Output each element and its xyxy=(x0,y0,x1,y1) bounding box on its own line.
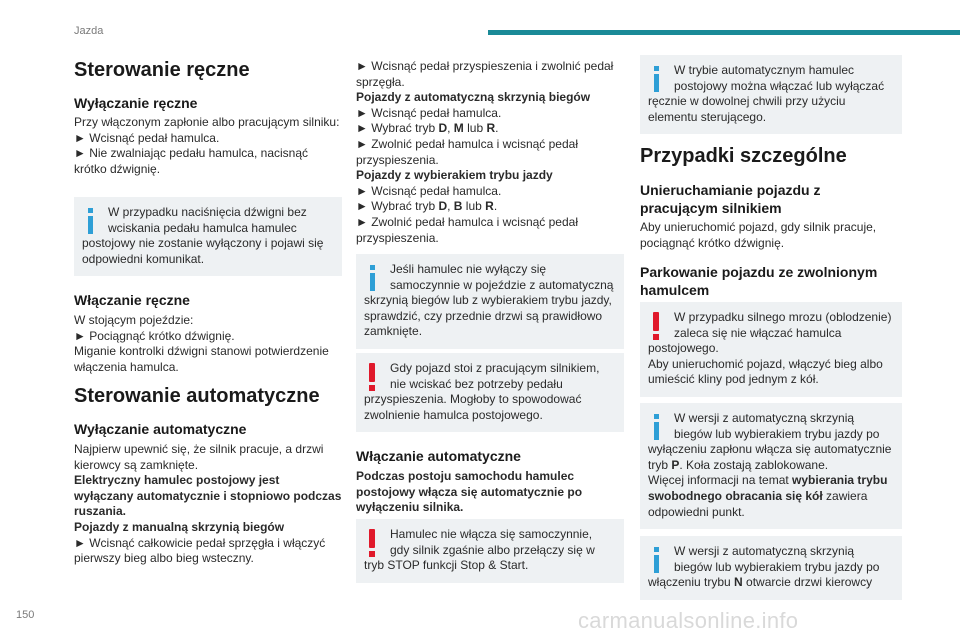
heading-automatic-control: Sterowanie automatyczne xyxy=(74,385,320,407)
automatic-release-continued xyxy=(356,59,624,246)
paragraph-bold: Pojazdy z manualną skrzynią biegów xyxy=(74,519,285,534)
info-icon xyxy=(648,63,666,93)
paragraph: Miganie kontrolki dźwigni stanowi potwierdzenie włączenia hamulca. xyxy=(74,344,329,374)
heading-manual-control: Sterowanie ręczne xyxy=(74,59,250,81)
page-number: 150 xyxy=(16,609,35,621)
step: ► Wcisnąć pedał hamulca. xyxy=(356,183,502,198)
warning-note xyxy=(640,302,902,397)
info-note xyxy=(74,197,342,276)
note-text: W trybie automatycznym hamulec postojowy można włączać lub wyłączać ręcznie w dowolnej chwili przy użyciu elementu sterującego. xyxy=(648,63,885,124)
info-icon xyxy=(364,262,382,292)
step: ► Zwolnić pedał hamulca i wcisnąć pedał przyspieszenia. xyxy=(356,214,578,245)
info-note xyxy=(640,55,902,134)
note-text: Aby unieruchomić pojazd, włączyć bieg albo umieścić kliny pod jednym z kół. xyxy=(648,356,883,387)
heading-immobilising: Unieruchamianie pojazdu z pracującym silnikiem xyxy=(640,182,821,216)
info-note xyxy=(356,254,624,349)
warning-icon xyxy=(648,310,666,340)
heading-parking-released: Parkowanie pojazdu ze zwolnionym hamulcem xyxy=(640,264,878,298)
paragraph: W stojącym pojeździe: xyxy=(74,313,194,327)
immobilising-text xyxy=(640,220,902,251)
watermark: carmanualsonline.info xyxy=(578,608,799,633)
step: ► Pociągnąć krótko dźwignię. xyxy=(74,328,235,343)
heading-automatic-release: Wyłączanie automatyczne xyxy=(74,421,247,437)
info-icon xyxy=(648,544,666,574)
paragraph: Aby unieruchomić pojazd, gdy silnik pracuje, pociągnąć krótko dźwignię. xyxy=(640,220,877,250)
step: ► Wcisnąć pedał hamulca. xyxy=(356,105,502,120)
heading-automatic-apply: Włączanie automatyczne xyxy=(356,448,521,464)
header-accent-bar xyxy=(488,30,960,35)
warning-icon xyxy=(364,527,382,557)
paragraph-bold: Elektryczny hamulec postojowy jest wyłączany automatycznie i stopniowo podczas ruszania. xyxy=(74,473,342,519)
step: ► Wcisnąć całkowicie pedał sprzęgła i włączyć pierwszy bieg albo bieg wsteczny. xyxy=(74,535,326,566)
step: ► Zwolnić pedał hamulca i wcisnąć pedał przyspieszenia. xyxy=(356,136,578,167)
automatic-release-text xyxy=(74,442,342,567)
paragraph-bold: Podczas postoju samochodu hamulec postojowy włącza się automatycznie po wyłączeniu silnika. xyxy=(356,469,583,515)
info-note: W wersji z automatyczną skrzynią biegów lub wybierakiem trybu jazdy po włączeniu trybu N otwarcie drzwi kierowcy xyxy=(640,536,902,600)
note-text: Jeśli hamulec nie wyłączy się samoczynnie w pojeździe z automatyczną skrzynią biegów lub z wybierakiem trybu jazdy, sprawdzić, czy przednie drzwi są prawidłowo zamknięte. xyxy=(364,262,614,339)
step: ► Wcisnąć pedał hamulca. xyxy=(74,130,220,145)
note-text: W przypadku silnego mrozu (oblodzenie) zaleca się nie włączać hamulca postojowego. xyxy=(648,310,892,356)
subheading-drive-selector: Pojazdy z wybierakiem trybu jazdy xyxy=(356,168,553,183)
note-text: Hamulec nie włącza się samoczynnie, gdy silnik zgaśnie albo przełączy się w tryb STOP funkcji Stop & Start. xyxy=(364,527,595,573)
info-icon xyxy=(648,411,666,441)
heading-manual-release: Wyłączanie ręczne xyxy=(74,95,198,111)
warning-note xyxy=(356,353,624,432)
subheading-automatic-gearbox: Pojazdy z automatyczną skrzynią biegów xyxy=(356,90,591,105)
automatic-apply-text xyxy=(356,469,624,516)
heading-manual-apply: Włączanie ręczne xyxy=(74,292,190,308)
paragraph: Najpierw upewnić się, że silnik pracuje, a drzwi kierowcy są zamknięte. xyxy=(74,442,324,472)
info-icon xyxy=(82,205,100,235)
paragraph: Przy włączonym zapłonie albo pracującym silniku: xyxy=(74,115,340,129)
note-text: W przypadku naciśnięcia dźwigni bez wciskania pedału hamulca hamulec postojowy nie zostanie wyłączony i pojawi się odpowiedni komunikat. xyxy=(82,205,324,266)
running-header: Jazda xyxy=(74,25,104,37)
step: ► Wybrać tryb D, M lub R. xyxy=(356,121,499,136)
manual-release-text xyxy=(74,115,342,177)
note-text: Gdy pojazd stoi z pracującym silnikiem, nie wciskać bez potrzeby pedału przyspieszenia. Mogłoby to spowodować zwolnienie hamulca postojowego. xyxy=(364,361,600,422)
step: ► Wcisnąć pedał przyspieszenia i zwolnić pedał sprzęgła. xyxy=(356,59,614,89)
warning-note xyxy=(356,519,624,583)
heading-special-cases: Przypadki szczególne xyxy=(640,145,847,167)
info-note: W wersji z automatyczną skrzynią biegów lub wybierakiem trybu jazdy po wyłączeniu zapłonu włącza się automatycznie tryb P. Koła zostają zablokowane. Więcej informacji na temat wybierania trybu swobodnego obracania się kół zawiera odpowiedni punkt. xyxy=(640,403,902,529)
step: ► Wybrać tryb D, B lub R. xyxy=(356,199,498,214)
step: ► Nie zwalniając pedału hamulca, nacisnąć krótko dźwignię. xyxy=(74,146,308,176)
manual-apply-text xyxy=(74,313,342,375)
warning-icon xyxy=(364,361,382,391)
